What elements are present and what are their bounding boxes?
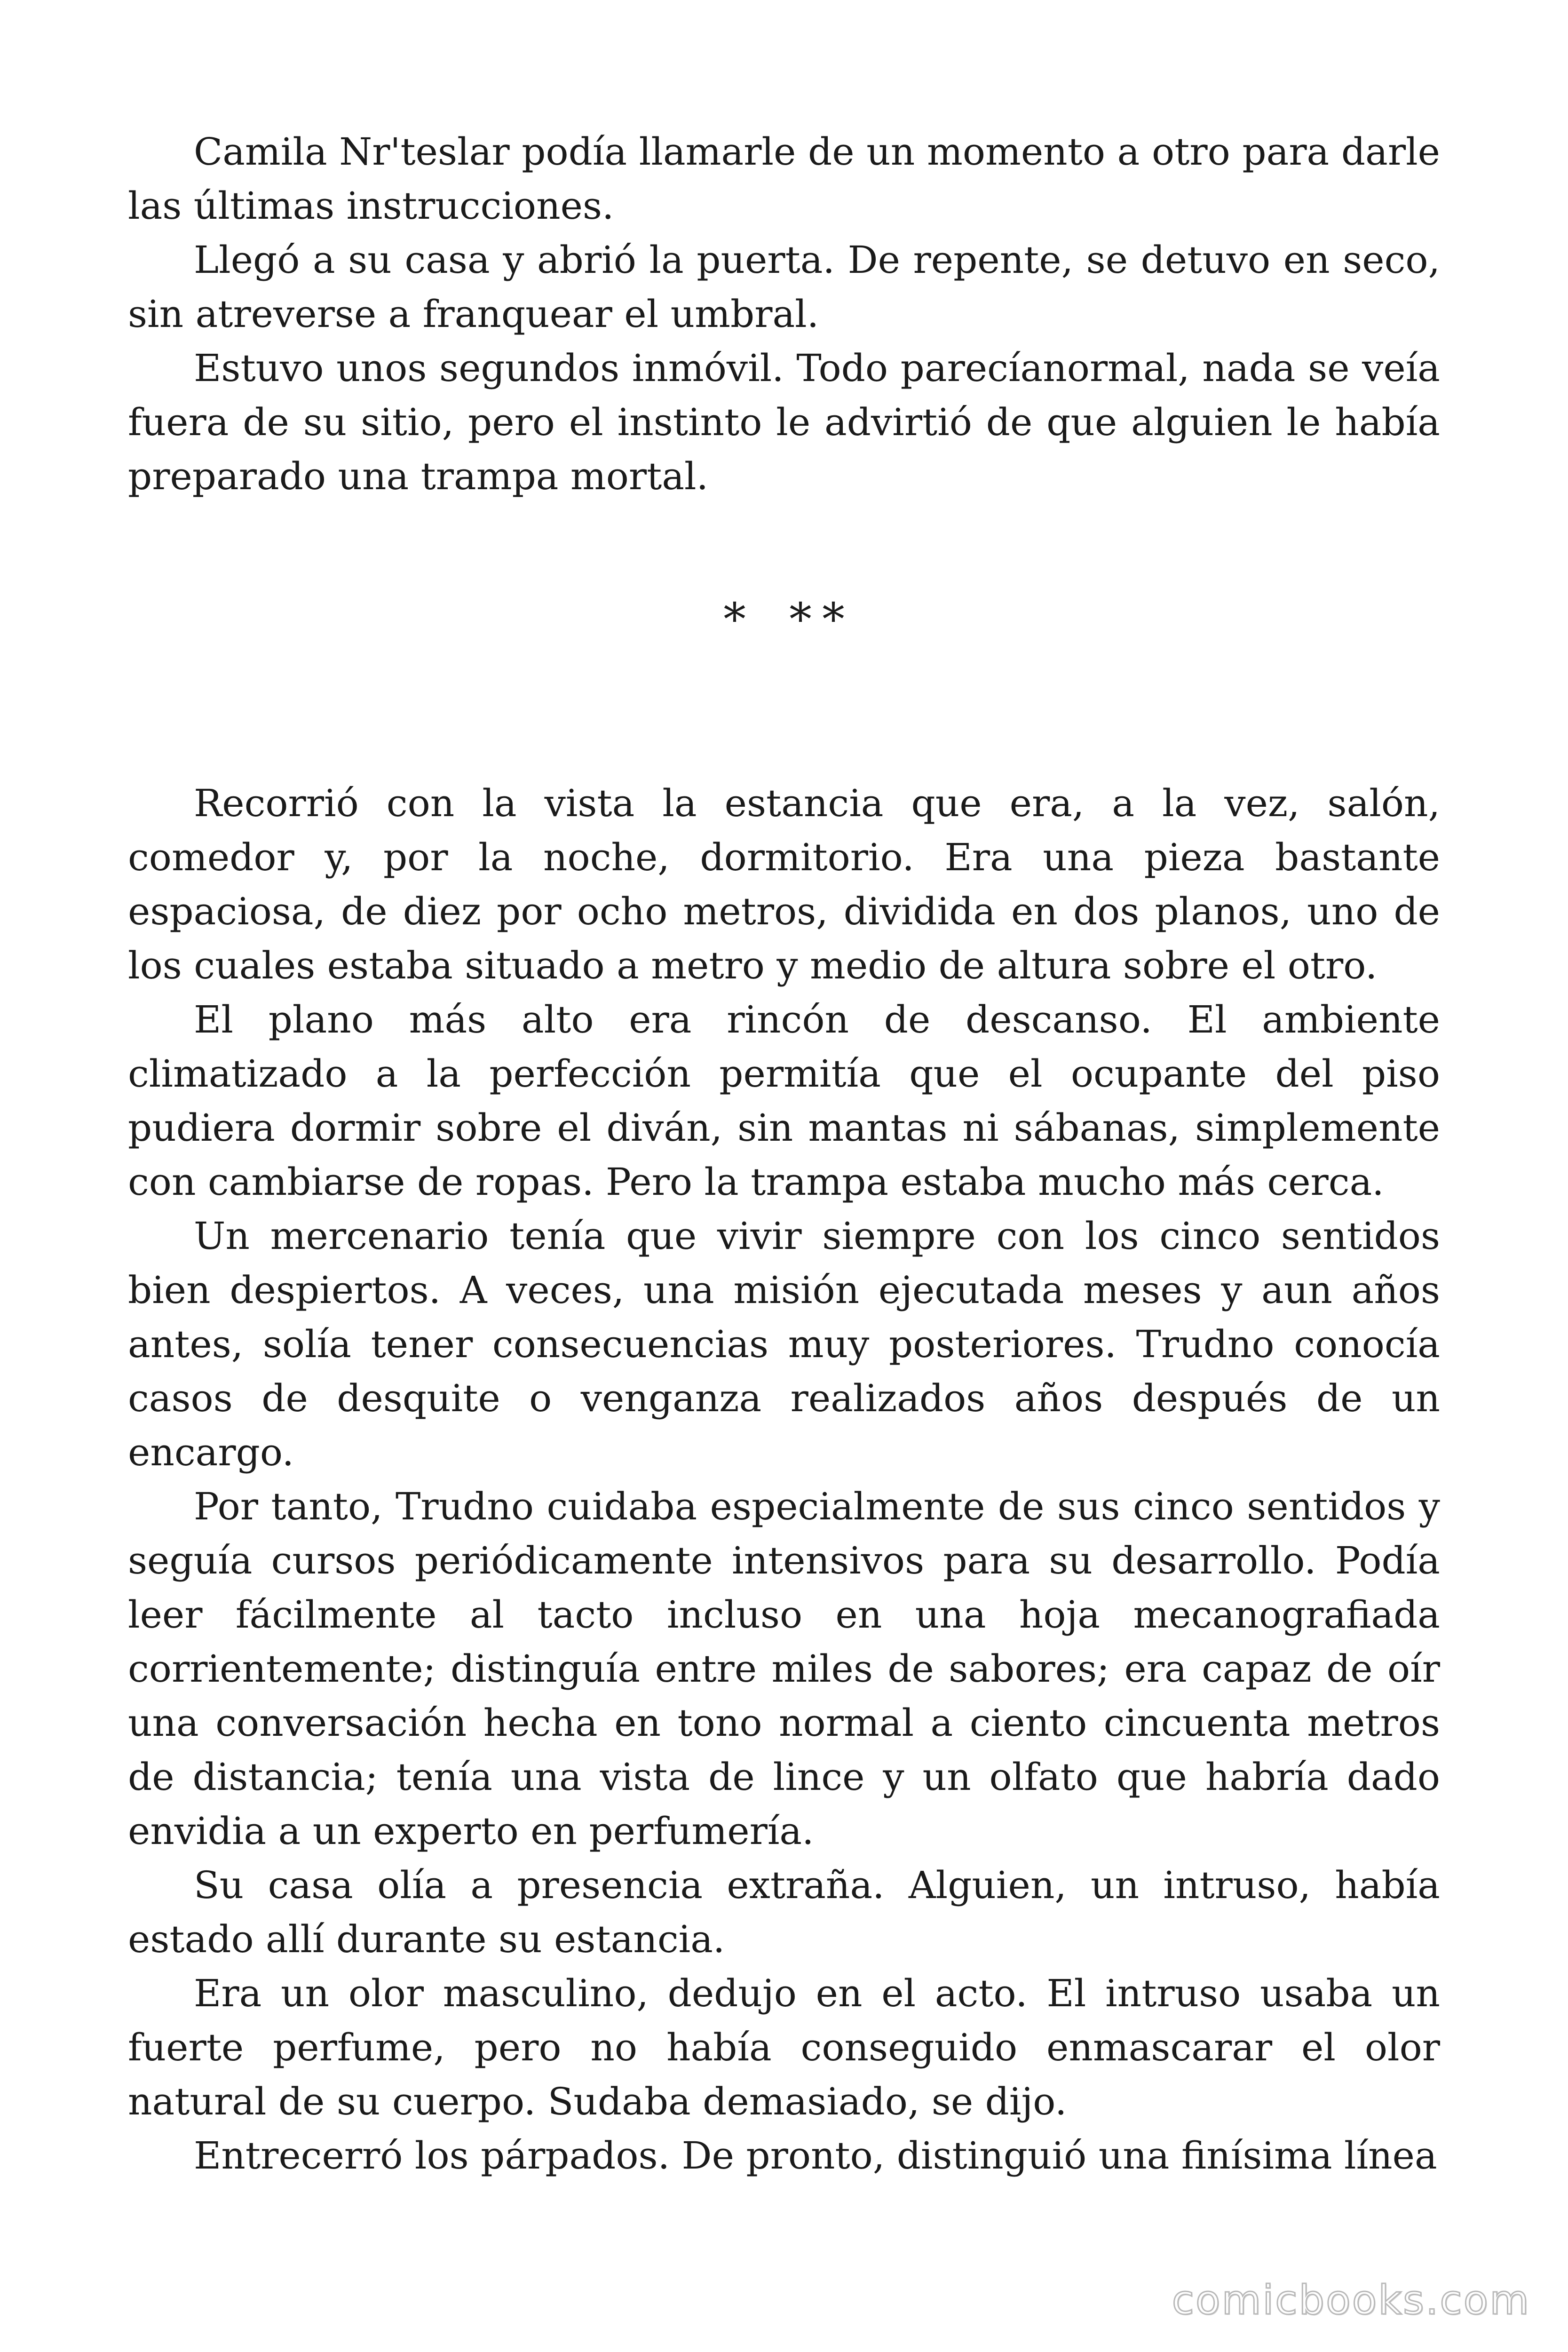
- paragraph: Estuvo unos segundos inmóvil. Todo parecíanormal, nada se veía fuera de su sitio, pero el instinto le advirtió de que alguien le había preparado una trampa mortal.: [128, 346, 1440, 498]
- paragraph: Un mercenario tenía que vivir siempre con los cinco sentidos bien despiertos. A veces, una misión ejecutada meses y aun años antes, solía tener consecuencias muy posteriores. Trudno conocía casos de desquite o venganza realizados años después de un encargo.: [128, 1214, 1440, 1474]
- paragraph: Su casa olía a presencia extraña. Alguien, un intruso, había estado allí durante su estancia.: [128, 1863, 1440, 1961]
- paragraph: Recorrió con la vista la estancia que era, a la vez, salón, comedor y, por la noche, dormitorio. Era una pieza bastante espaciosa, de diez por ocho metros, dividida en dos planos, uno de los cuales estaba situado a metro y medio de altura sobre el otro.: [128, 781, 1440, 987]
- paragraph: Por tanto, Trudno cuidaba especialmente de sus cinco sentidos y seguía cursos periódicamente intensivos para su desarrollo. Podía leer fácilmente al tacto incluso en una hoja mecanografiada corrientemente; distinguía entre miles de sabores; era capaz de oír una conversación hecha en tono normal a ciento cincuenta metros de distancia; tenía una vista de lince y un olfato que habría dado envidia a un experto en perfumería.: [128, 1485, 1440, 1853]
- separator-asterisk: *: [822, 594, 845, 645]
- paragraph: Camila Nr'teslar podía llamarle de un momento a otro para darle las últimas instrucciones.: [128, 130, 1440, 228]
- paragraph: Entrecerró los párpados. De pronto, distinguió una finísima línea: [194, 2134, 1437, 2177]
- separator-asterisk: *: [723, 594, 746, 645]
- paragraph: Llegó a su casa y abrió la puerta. De repente, se detuvo en seco, sin atreverse a franquear el umbral.: [128, 238, 1440, 336]
- paragraph: Era un olor masculino, dedujo en el acto. El intruso usaba un fuerte perfume, pero no había conseguido enmascarar el olor natural de su cuerpo. Sudaba demasiado, se dijo.: [128, 1971, 1440, 2123]
- section-separator: [0, 594, 1568, 645]
- text-block-main: [128, 776, 1440, 2183]
- text-block-top: [128, 125, 1440, 503]
- watermark: comicbooks.com: [1172, 2277, 1530, 2324]
- paragraph: El plano más alto era rincón de descanso. El ambiente climatizado a la perfección permitía que el ocupante del piso pudiera dormir sobre el diván, sin mantas ni sábanas, simplemente con cambiarse de ropas. Pero la trampa estaba mucho más cerca.: [128, 998, 1440, 1204]
- separator-asterisk: *: [789, 594, 812, 645]
